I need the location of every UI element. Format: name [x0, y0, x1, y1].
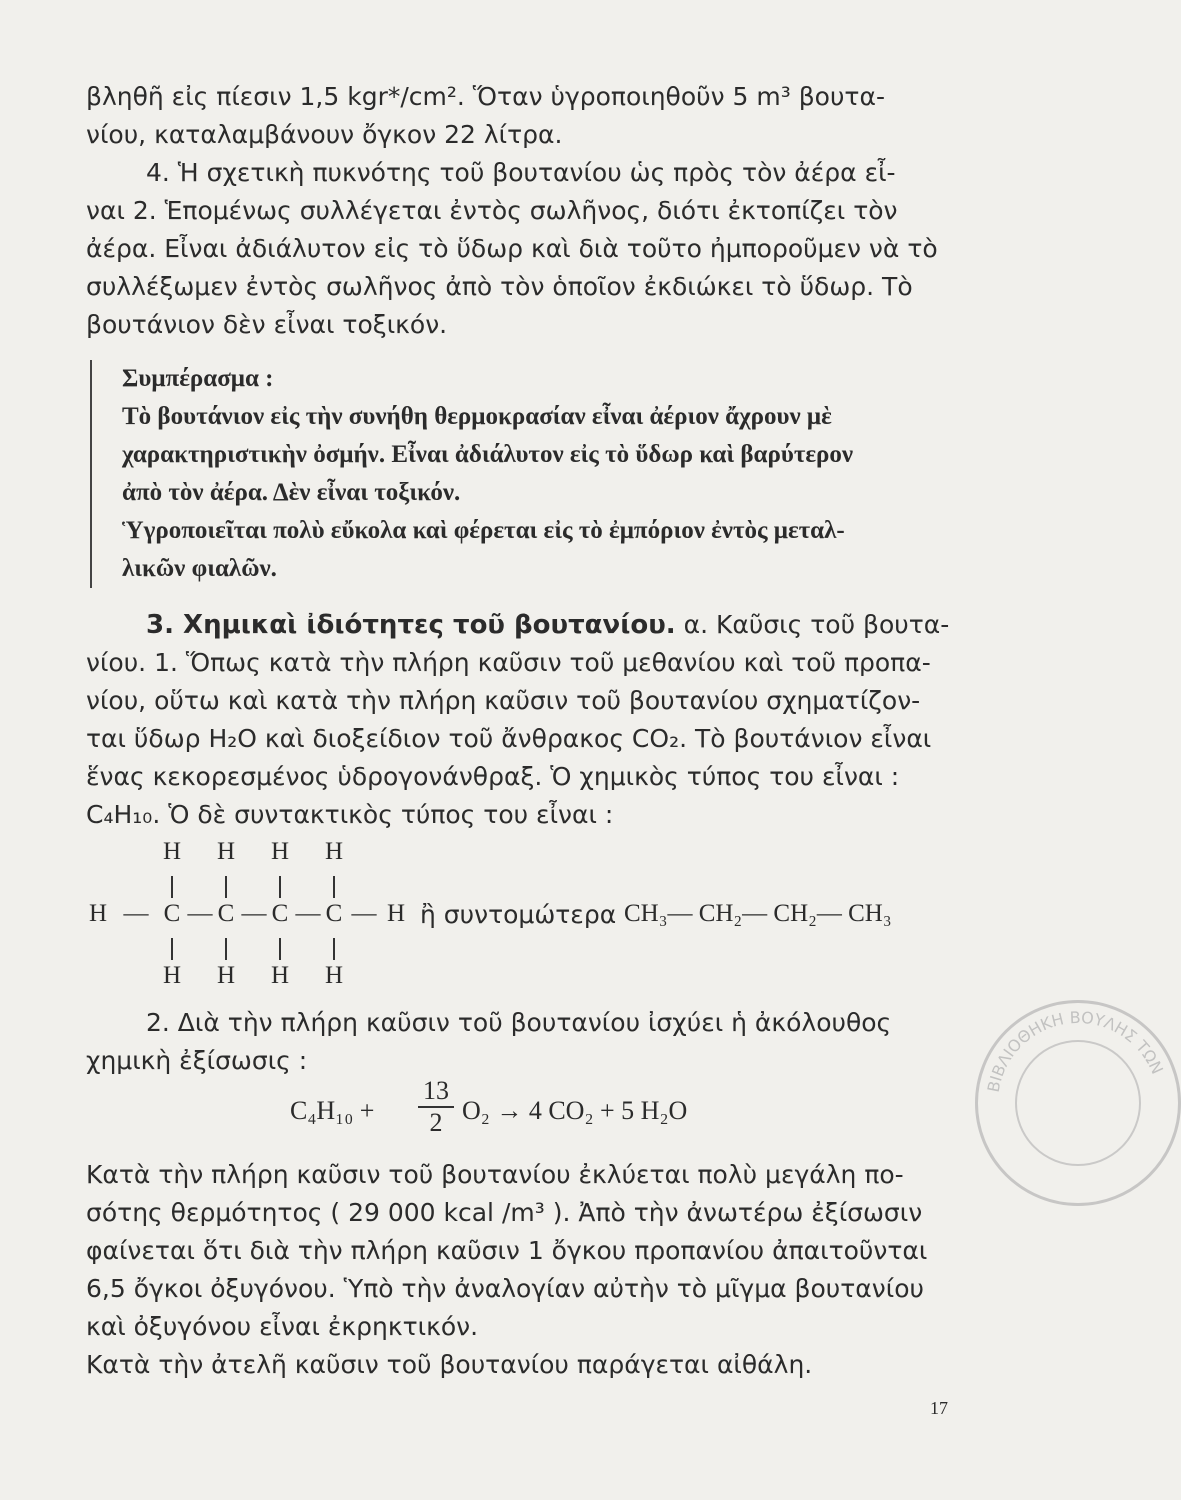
condensed-formula: CH₃— CH₂— CH₂— CH₃ [624, 900, 892, 927]
bond-line [225, 938, 227, 960]
text-line: λικῶν φιαλῶν. [122, 555, 277, 582]
text-line: χαρακτηριστικὴν ὀσμήν. Εἶναι ἀδιάλυτον εἰς τὸ ὕδωρ καὶ βαρύτερον [122, 441, 854, 468]
text-line: Τὸ βουτάνιον εἰς τὴν συνήθη θερμοκρασίαν εἶναι ἀέριον ἄχρουν μὲ [122, 403, 832, 430]
text-line: νίου. 1. Ὅπως κατὰ τὴν πλήρη καῦσιν τοῦ μεθανίου καὶ τοῦ προπα- [86, 648, 931, 677]
equation-right: O₂ → 4 CO₂ + 5 H₂O [462, 1096, 688, 1125]
paragraph-heat [86, 1156, 966, 1384]
text-line: α. Καῦσις τοῦ βουτα- [675, 610, 950, 639]
atom-h: H [216, 962, 236, 989]
atom-h: H [270, 838, 290, 865]
atom-c: C [163, 900, 181, 927]
paragraph-intro [86, 78, 966, 154]
text-line: C₄H₁₀. Ὁ δὲ συντακτικὸς τύπος του εἶναι : [86, 800, 614, 829]
text-line: χημικὴ ἐξίσωσις : [86, 1046, 308, 1075]
section-heading: 3. Χημικαὶ ἰδιότητες τοῦ βουτανίου. [146, 610, 676, 640]
bond-line [333, 938, 335, 960]
text-line: Ὑγροποιεῖται πολὺ εὔκολα καὶ φέρεται εἰς τὸ ἐμπόριον ἐντὸς μεταλ- [122, 517, 845, 544]
atom-h: H [324, 962, 344, 989]
text-line: βληθῆ εἰς πίεσιν 1,5 kgr*/cm². Ὅταν ὑγροποιηθοῦν 5 m³ βουτα- [86, 82, 885, 111]
bond-dash: — [123, 900, 149, 927]
atom-c: C [271, 900, 289, 927]
bond-line [279, 938, 281, 960]
atom-c: C [325, 900, 343, 927]
bond-line [171, 938, 173, 960]
atom-c: C [217, 900, 235, 927]
library-stamp [975, 1000, 1181, 1206]
paragraph-density [86, 154, 966, 344]
equation-left: C₄H₁₀ + [290, 1096, 375, 1125]
text-line: ἕνας κεκορεσμένος ὑδρογονάνθραξ. Ὁ χημικὸς τύπος του εἶναι : [86, 762, 900, 791]
paragraph-equation-intro [86, 1004, 966, 1080]
text-line: βουτάνιον δὲν εἶναι τοξικόν. [86, 310, 448, 339]
stamp-text: ΒΙΒΛΙΟΘΗΚΗ ΒΟΥΛΗΣ ΤΩΝ [983, 1007, 1167, 1094]
text-line: 4. Ἡ σχετικὴ πυκνότης τοῦ βουτανίου ὡς πρὸς τὸν ἀέρα εἶ- [146, 158, 896, 187]
library-stamp-icon [978, 1003, 1178, 1203]
bond-line [225, 876, 227, 898]
text-line: 2. Διὰ τὴν πλήρη καῦσιν τοῦ βουτανίου ἰσχύει ἡ ἀκόλουθος [146, 1008, 892, 1037]
bond-line [279, 876, 281, 898]
text-line: καὶ ὀξυγόνου εἶναι ἐκρηκτικόν. [86, 1312, 479, 1341]
text-line: συλλέξωμεν ἐντὸς σωλῆνος ἀπὸ τὸν ὁποῖον ἐκδιώκει τὸ ὕδωρ. Τὸ [86, 272, 913, 301]
bond-dash: — [351, 900, 377, 927]
text-line: Κατὰ τὴν πλήρη καῦσιν τοῦ βουτανίου ἐκλύεται πολὺ μεγάλη πο- [86, 1160, 904, 1189]
text-line: νίου, καταλαμβάνουν ὄγκον 22 λίτρα. [86, 120, 563, 149]
atom-h: H [88, 900, 108, 927]
bond-dash: — [241, 900, 267, 927]
atom-h: H [162, 838, 182, 865]
fraction [418, 1076, 454, 1138]
atom-h: H [162, 962, 182, 989]
svg-text:ΒΙΒΛΙΟΘΗΚΗ ΒΟΥΛΗΣ ΤΩΝ [984, 1008, 1167, 1094]
text-line: σότης θερμότητος ( 29 000 kcal /m³ ). Ἀπὸ τὴν ἀνωτέρω ἐξίσωσιν [86, 1198, 923, 1227]
fraction-denominator: 2 [429, 1108, 443, 1137]
text-line: ἀπὸ τὸν ἀέρα. Δὲν εἶναι τοξικόν. [122, 479, 461, 506]
atom-h: H [324, 838, 344, 865]
fraction-numerator: 13 [418, 1076, 454, 1108]
text-line: ται ὕδωρ H₂O καὶ διοξείδιον τοῦ ἄνθρακος CO₂. Τὸ βουτάνιον εἶναι [86, 724, 932, 753]
bond-dash: — [187, 900, 213, 927]
atom-h: H [216, 838, 236, 865]
text-line: φαίνεται ὅτι διὰ τὴν πλήρη καῦσιν 1 ὄγκου προπανίου ἀπαιτοῦνται [86, 1236, 928, 1265]
page-number: 17 [930, 1398, 948, 1418]
text-line: Κατὰ τὴν ἀτελῆ καῦσιν τοῦ βουτανίου παράγεται αἰθάλη. [86, 1350, 813, 1379]
bond-line [171, 876, 173, 898]
text-line: 6,5 ὄγκοι ὀξυγόνου. Ὑπὸ τὴν ἀναλογίαν αὐτὴν τὸ μῖγμα βουτανίου [86, 1274, 924, 1303]
text-line: ναι 2. Ἑπομένως συλλέγεται ἐντὸς σωλῆνος, διότι ἐκτοπίζει τὸν [86, 196, 898, 225]
structural-formula [90, 838, 970, 993]
conclusion-box [90, 360, 982, 588]
bond-line [333, 876, 335, 898]
bond-dash: — [295, 900, 321, 927]
or-shorter-label: ἢ συντομώτερα [420, 900, 617, 929]
text-line: ἀέρα. Εἶναι ἀδιάλυτον εἰς τὸ ὕδωρ καὶ διὰ τοῦτο ἠμποροῦμεν νὰ τὸ [86, 234, 938, 263]
atom-h: H [386, 900, 406, 927]
section-chemical-properties [86, 606, 966, 834]
section-heading-line [86, 606, 966, 644]
text-line: νίου, οὕτω καὶ κατὰ τὴν πλήρη καῦσιν τοῦ βουτανίου σχηματίζον- [86, 686, 921, 715]
conclusion-title: Συμπέρασμα : [122, 365, 274, 392]
atom-h: H [270, 962, 290, 989]
